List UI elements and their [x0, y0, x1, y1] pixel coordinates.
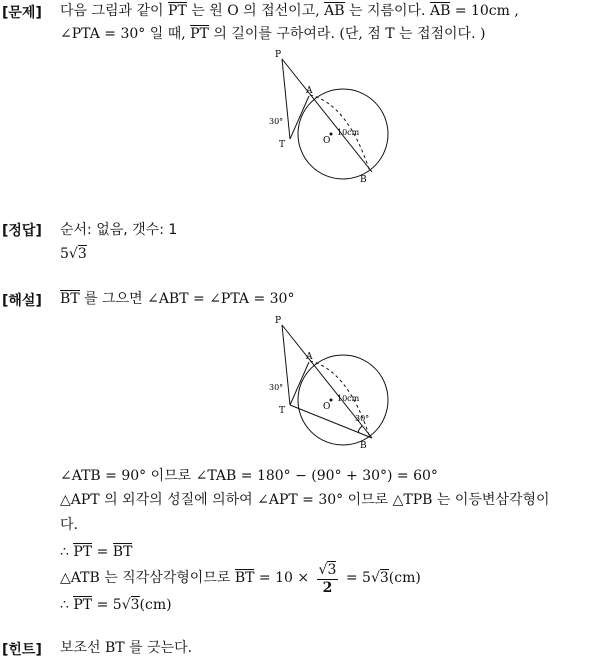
- problem-tag: [문제]: [2, 5, 42, 21]
- tangent-pt: [282, 325, 290, 405]
- label-p: P: [275, 316, 282, 326]
- chord-ta: [290, 362, 309, 405]
- secant-pb: [282, 59, 372, 172]
- solution-tag: [해설]: [2, 293, 42, 309]
- problem-figure: [262, 46, 402, 188]
- label-angle-t: 30°: [269, 383, 284, 392]
- label-o: O: [323, 402, 331, 412]
- label-angle-b: 30°: [355, 414, 370, 423]
- solution-line-3: △APT 의 외각의 성질에 의하여 ∠APT = 30° 이므로 △TPB 는 이등변삼각형이: [60, 492, 550, 508]
- problem-line-2: ∠PTA = 30° 일 때, PT 의 길이를 구하여라. (단, 점 T 는 접점이다. ): [60, 26, 486, 42]
- label-length: 10cm: [337, 128, 360, 137]
- solution-line-5: ∴ PT = BT: [60, 544, 133, 560]
- solution-line-7: ∴ PT = 5√3(cm): [60, 597, 172, 613]
- fraction: $\frac{√3}{2}$: [318, 561, 337, 596]
- problem-line-1: 다음 그림과 같이 PT 는 원 O 의 접선이고, AB 는 지름이다. AB = 10cm ,: [60, 3, 519, 19]
- solution-line-6: △ATB 는 직각삼각형이므로 BT = 10 × $\frac{√3}{2}$ = 5√3(cm): [60, 561, 421, 596]
- hint-tag: [힌트]: [2, 642, 42, 658]
- segment-pt: PT: [73, 597, 93, 613]
- answer-tag: [정답]: [2, 223, 42, 239]
- label-angle: 30°: [269, 117, 284, 126]
- label-a: A: [306, 86, 313, 96]
- label-b: B: [360, 175, 367, 185]
- solution-figure: [262, 312, 402, 454]
- solution-line-2: ∠ATB = 90° 이므로 ∠TAB = 180° − (90° + 30°) = 60°: [60, 468, 438, 484]
- segment-bt: BT: [234, 570, 255, 586]
- answer-value: 5√3: [60, 246, 87, 262]
- label-t: T: [279, 406, 286, 416]
- chord-ta: [290, 96, 309, 139]
- answer-line-1: 순서: 없음, 갯수: 1: [60, 222, 178, 238]
- tangent-pt: [282, 59, 290, 139]
- hint-text: 보조선 BT 를 긋는다.: [60, 640, 193, 656]
- label-b: B: [360, 441, 367, 451]
- label-p: P: [275, 50, 282, 60]
- segment-pt: PT: [168, 3, 187, 19]
- label-a: A: [306, 352, 313, 362]
- label-o: O: [323, 136, 331, 146]
- angle-arc-b: [358, 426, 362, 433]
- label-length: 10cm: [337, 394, 360, 403]
- solution-line-1: BT 를 그으면 ∠ABT = ∠PTA = 30°: [60, 291, 295, 307]
- label-t: T: [279, 140, 286, 150]
- segment-bt: BT: [112, 544, 133, 560]
- segment-pt: PT: [190, 26, 209, 42]
- segment-ab: AB: [429, 3, 451, 19]
- segment-ab: AB: [324, 3, 345, 19]
- solution-line-4: 다.: [60, 517, 78, 533]
- segment-pt: PT: [73, 544, 93, 560]
- segment-bt: BT: [60, 291, 80, 307]
